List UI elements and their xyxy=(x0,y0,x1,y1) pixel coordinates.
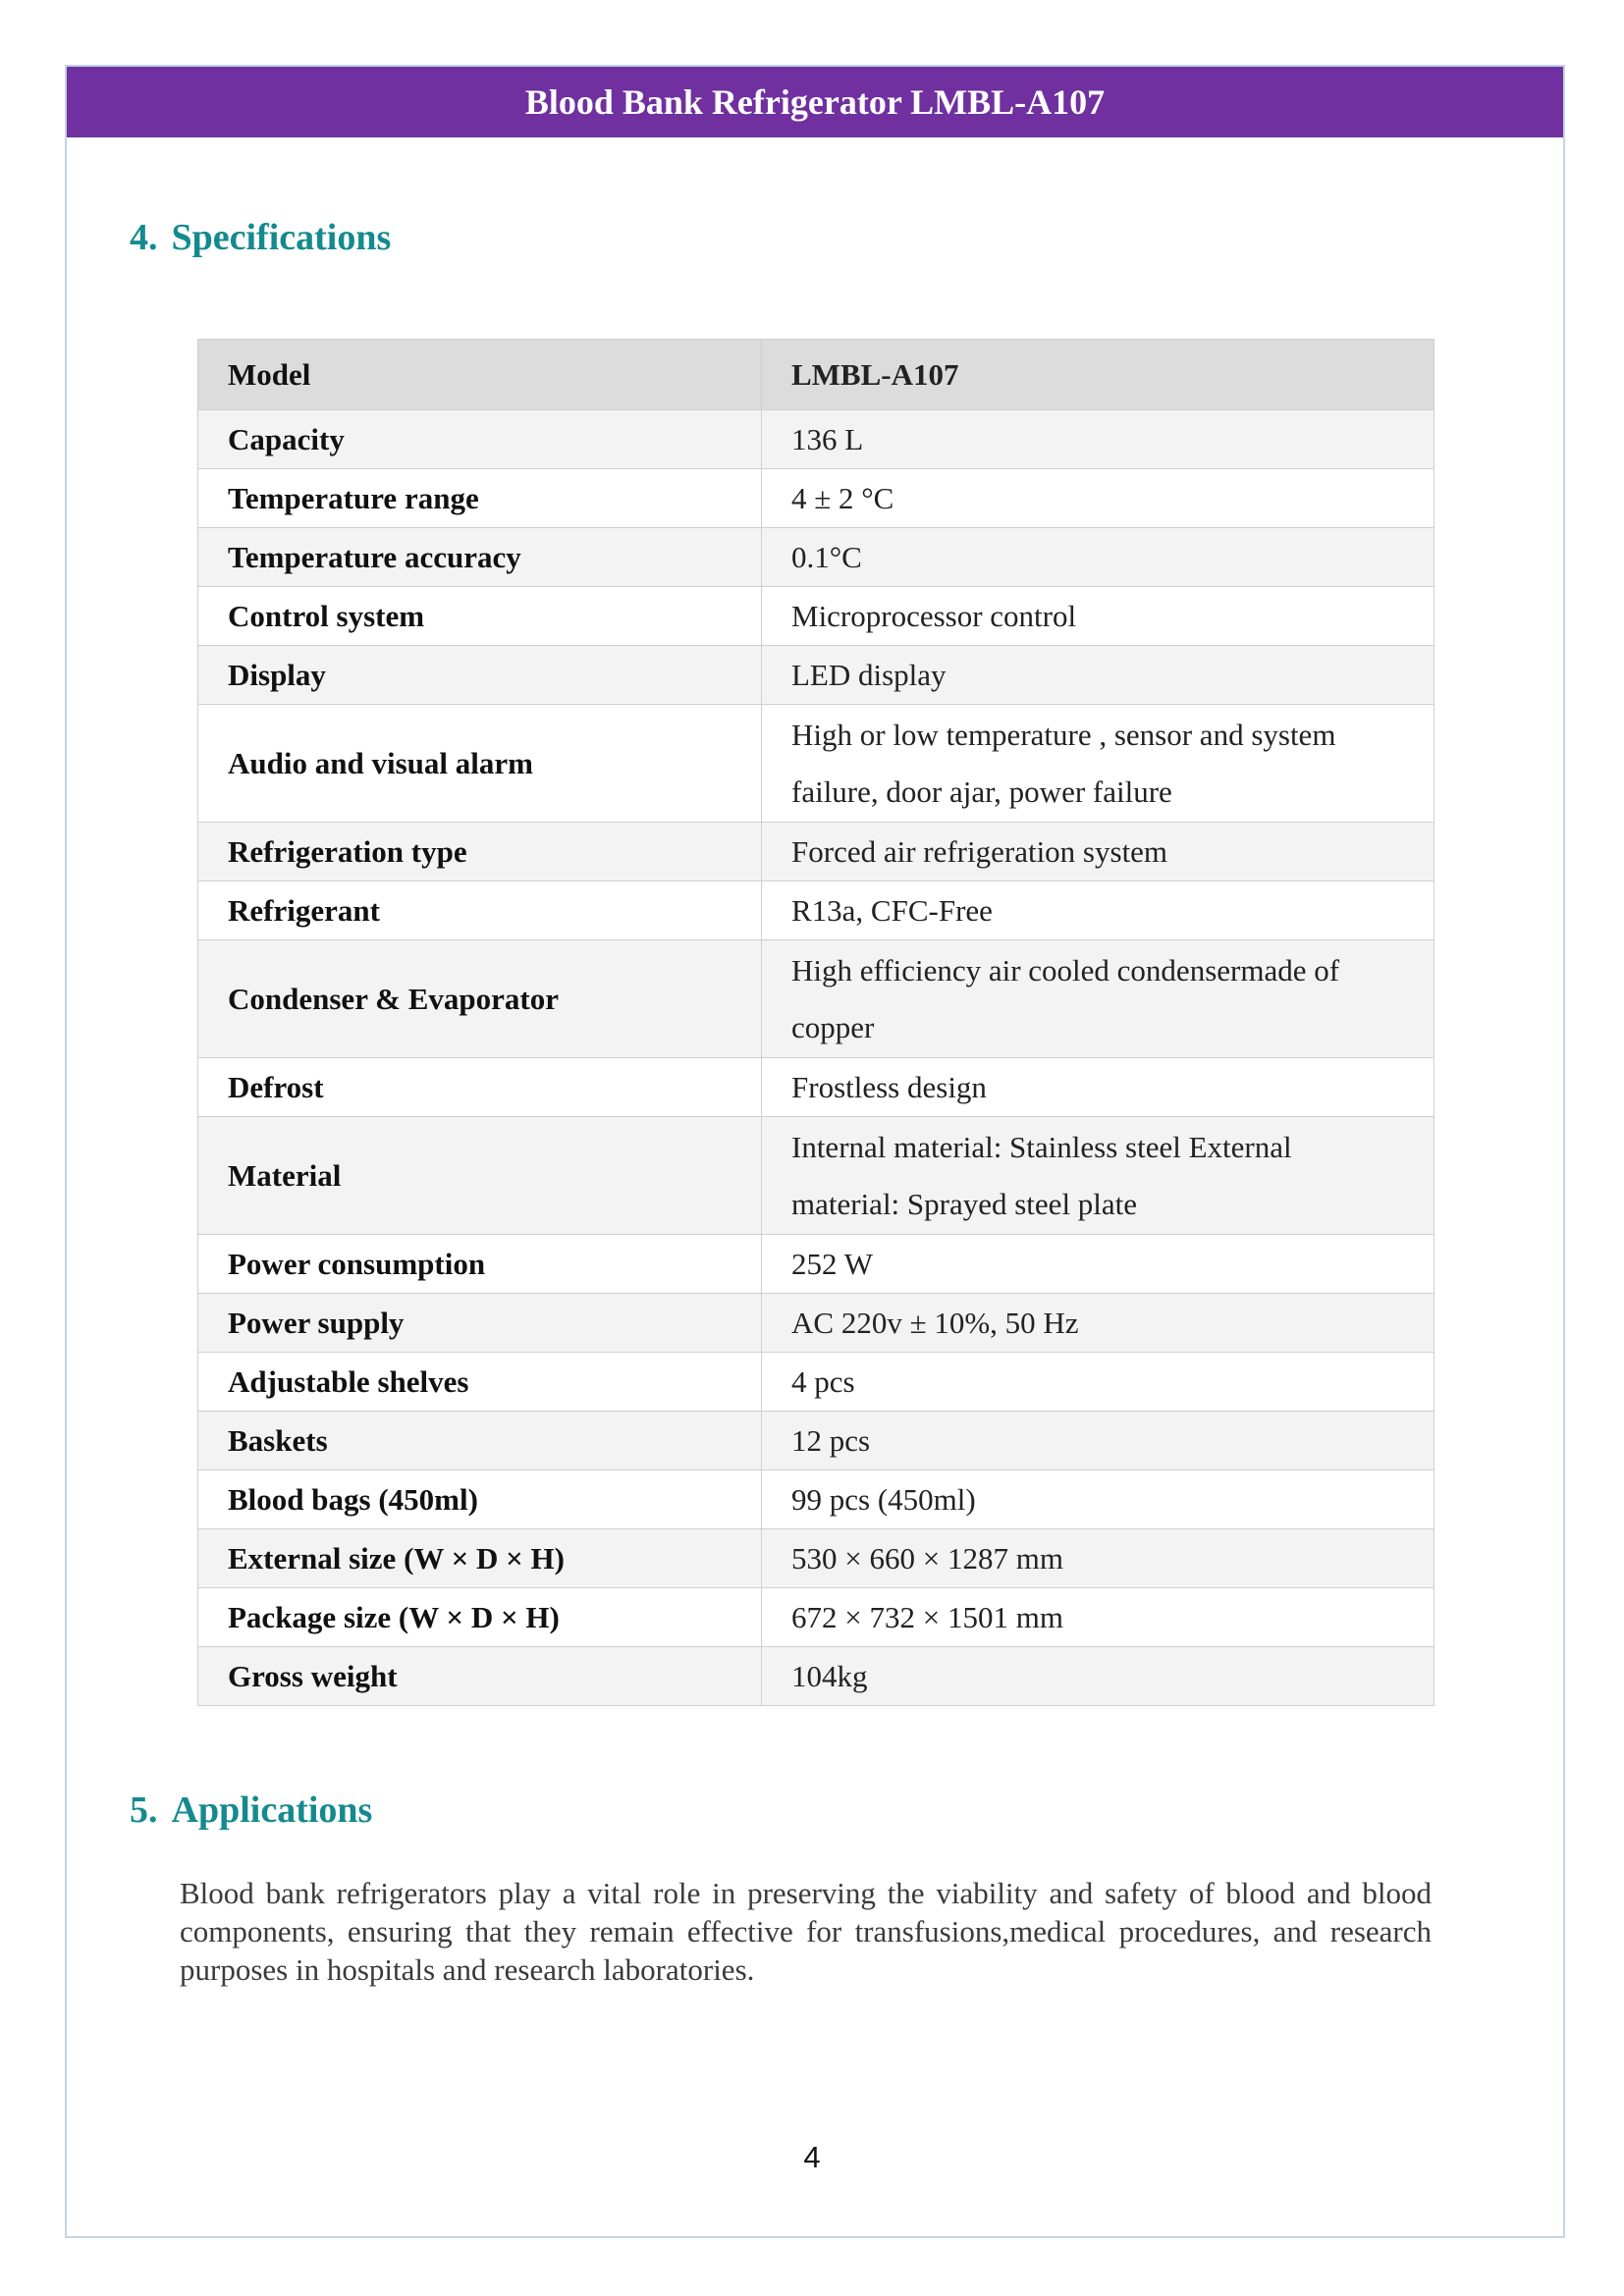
spec-label: Material xyxy=(198,1117,762,1235)
spec-value: LMBL-A107 xyxy=(762,340,1435,410)
table-row xyxy=(198,410,1435,469)
spec-label: Baskets xyxy=(198,1412,762,1470)
table-row xyxy=(198,1529,1435,1588)
spec-value: 252 W xyxy=(762,1235,1435,1294)
spec-label: Refrigerant xyxy=(198,881,762,940)
spec-value: 136 L xyxy=(762,410,1435,469)
table-row xyxy=(198,340,1435,410)
table-row xyxy=(198,469,1435,528)
section-title: Specifications xyxy=(171,217,392,258)
spec-value: 4 ± 2 °C xyxy=(762,469,1435,528)
applications-paragraph: Blood bank refrigerators play a vital role in preserving the viability and safety of blood and blood components, ensuring that they remain effective for transfusions,medical procedures, and research purposes in hospitals and research laboratories. xyxy=(180,1876,1432,1987)
section-number: 5. xyxy=(130,1789,158,1831)
spec-value: AC 220v ± 10%, 50 Hz xyxy=(762,1294,1435,1353)
table-row xyxy=(198,1353,1435,1412)
table-row xyxy=(198,705,1435,823)
spec-value: LED display xyxy=(762,646,1435,705)
spec-label: Condenser & Evaporator xyxy=(198,940,762,1058)
document-title: Blood Bank Refrigerator LMBL-A107 xyxy=(524,82,1106,122)
spec-label: External size (W × D × H) xyxy=(198,1529,762,1588)
spec-label: Package size (W × D × H) xyxy=(198,1588,762,1647)
spec-label: Power consumption xyxy=(198,1235,762,1294)
spec-value: High or low temperature , sensor and system failure, door ajar, power failure xyxy=(762,705,1435,823)
table-row xyxy=(198,1235,1435,1294)
spec-value: High efficiency air cooled condensermade of copper xyxy=(762,940,1435,1058)
section-title: Applications xyxy=(171,1789,373,1831)
spec-label: Model xyxy=(198,340,762,410)
document-header-banner xyxy=(67,67,1563,137)
spec-value: 12 pcs xyxy=(762,1412,1435,1470)
spec-value: Forced air refrigeration system xyxy=(762,823,1435,881)
table-row xyxy=(198,646,1435,705)
spec-label: Display xyxy=(198,646,762,705)
spec-label: Capacity xyxy=(198,410,762,469)
spec-label: Power supply xyxy=(198,1294,762,1353)
spec-value: 99 pcs (450ml) xyxy=(762,1470,1435,1529)
spec-label: Temperature range xyxy=(198,469,762,528)
page-number: 4 xyxy=(803,2140,821,2174)
table-row xyxy=(198,1470,1435,1529)
spec-value: 530 × 660 × 1287 mm xyxy=(762,1529,1435,1588)
table-row xyxy=(198,587,1435,646)
spec-value: R13a, CFC-Free xyxy=(762,881,1435,940)
spec-value: 672 × 732 × 1501 mm xyxy=(762,1588,1435,1647)
table-row xyxy=(198,881,1435,940)
spec-label: Control system xyxy=(198,587,762,646)
table-row xyxy=(198,528,1435,587)
table-row xyxy=(198,1647,1435,1706)
spec-value: Internal material: Stainless steel External material: Sprayed steel plate xyxy=(762,1117,1435,1235)
spec-value: 104kg xyxy=(762,1647,1435,1706)
specifications-table xyxy=(197,339,1435,1706)
spec-label: Adjustable shelves xyxy=(198,1353,762,1412)
table-row xyxy=(198,1058,1435,1117)
table-row xyxy=(198,1294,1435,1353)
specifications-heading xyxy=(130,216,391,259)
section-number: 4. xyxy=(130,217,158,258)
spec-label: Audio and visual alarm xyxy=(198,705,762,823)
spec-label: Defrost xyxy=(198,1058,762,1117)
spec-value: 4 pcs xyxy=(762,1353,1435,1412)
spec-label: Blood bags (450ml) xyxy=(198,1470,762,1529)
spec-label: Gross weight xyxy=(198,1647,762,1706)
spec-value: Frostless design xyxy=(762,1058,1435,1117)
spec-label: Temperature accuracy xyxy=(198,528,762,587)
spec-value: 0.1°C xyxy=(762,528,1435,587)
table-row xyxy=(198,940,1435,1058)
spec-value: Microprocessor control xyxy=(762,587,1435,646)
spec-label: Refrigeration type xyxy=(198,823,762,881)
table-row xyxy=(198,1412,1435,1470)
applications-heading xyxy=(130,1789,372,1832)
table-row xyxy=(198,1117,1435,1235)
table-row xyxy=(198,823,1435,881)
table-row xyxy=(198,1588,1435,1647)
